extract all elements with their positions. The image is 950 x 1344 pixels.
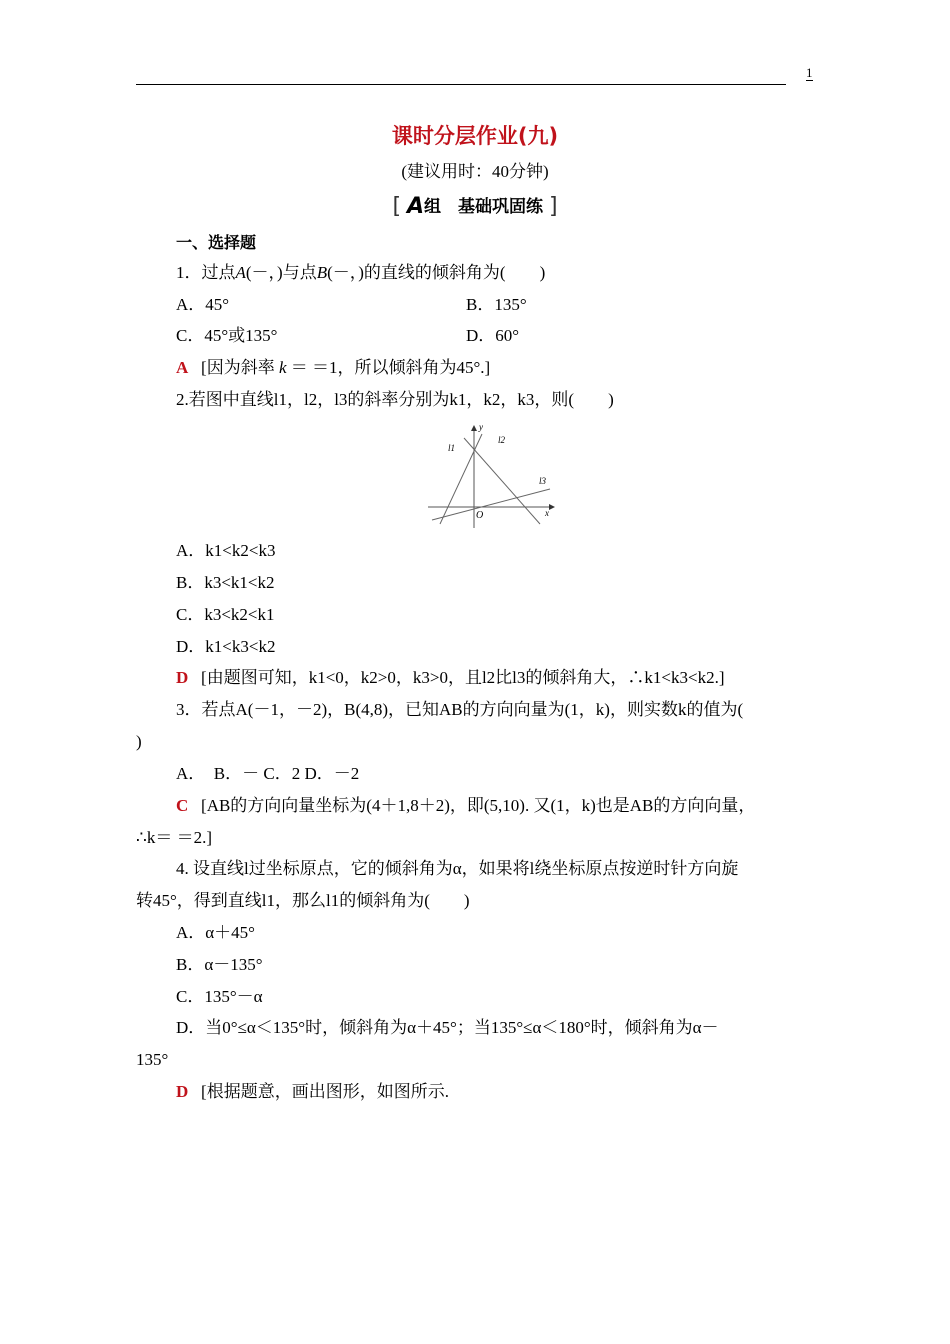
q4-explanation: D [根据题意，画出图形，如图所示. [176, 1082, 449, 1101]
section-heading: 一、选择题 [176, 233, 257, 252]
q2-stem: 2.若图中直线l1，l2，l3的斜率分别为k1，k2，k3，则( ) [176, 390, 614, 409]
x-label: x [545, 508, 549, 518]
q4-stem-line1: 4. 设直线l过坐标原点，它的倾斜角为α，如果将l绕坐标原点按逆时针方向旋 [176, 859, 739, 878]
q1-explanation: A [因为斜率 k ＝ ＝1，所以倾斜角为45°.] [176, 358, 491, 377]
group-label: 组 基础巩固练 [424, 197, 544, 217]
q3-answer: C [176, 796, 189, 815]
q1-option-b: B．135° [466, 295, 527, 314]
q3-stem-line1: 3．若点A(－1，－2)，B(4,8)，已知AB的方向向量为(1，k)，则实数k的值为( [176, 700, 744, 719]
origin-label: O [476, 510, 484, 521]
q1-option-c: C．45°或135° [176, 326, 278, 345]
q3-stem-line2: ) [136, 732, 142, 751]
q1-answer: A [176, 358, 189, 377]
page-number: 1 [806, 65, 813, 80]
group-bracket-open: [ [392, 194, 402, 219]
q1-option-a: A．45° [176, 295, 230, 314]
page-subtitle: (建议用时：40分钟) [401, 162, 549, 181]
q2-option-a: A．k1<k2<k3 [176, 541, 276, 560]
q3-options: A． B．－ C．2 D．－2 [176, 764, 360, 783]
header-rule [136, 84, 786, 85]
q4-option-d-line1: D．当0°≤α＜135°时，倾斜角为α＋45°；当135°≤α＜180°时，倾斜角为α－ [176, 1018, 719, 1037]
l2-label: l2 [498, 435, 506, 445]
q4-answer: D [176, 1082, 189, 1101]
q1-stem: 1．过点A(－，)与点B(－，)的直线的倾斜角为( ) [176, 263, 546, 282]
page-title: 课时分层作业(九) [391, 124, 559, 148]
q3-explanation-line1: C [AB的方向向量坐标为(4＋1,8＋2)，即(5,10). 又(1，k)也是AB的方向向量， [176, 796, 756, 815]
y-label: y [479, 422, 483, 432]
group-bracket-close: ] [548, 194, 558, 219]
q2-option-c: C．k3<k2<k1 [176, 605, 275, 624]
q2-option-d: D．k1<k3<k2 [176, 637, 276, 656]
q4-option-b: B．α－135° [176, 955, 263, 974]
q4-option-c: C．135°－α [176, 987, 263, 1006]
l3-label: l3 [539, 476, 547, 486]
q1-option-d: D．60° [466, 326, 520, 345]
q4-option-d-line2: 135° [136, 1050, 169, 1069]
q4-stem-line2: 转45°，得到直线l1，那么l1的倾斜角为( ) [136, 891, 470, 910]
group-heading [0, 192, 950, 219]
q2-answer: D [176, 668, 189, 687]
q2-option-b: B．k3<k1<k2 [176, 573, 275, 592]
q2-figure [424, 420, 556, 530]
q2-explanation: D [由题图可知，k1<0，k2>0，k3>0，且l2比l3的倾斜角大，∴k1<k3<k2.] [176, 668, 725, 687]
q3-explanation-line2: ∴k＝ ＝2.] [136, 828, 212, 847]
q4-option-a: A．α＋45° [176, 923, 255, 942]
group-letter: A [406, 194, 425, 219]
l1-label: l1 [448, 443, 456, 453]
